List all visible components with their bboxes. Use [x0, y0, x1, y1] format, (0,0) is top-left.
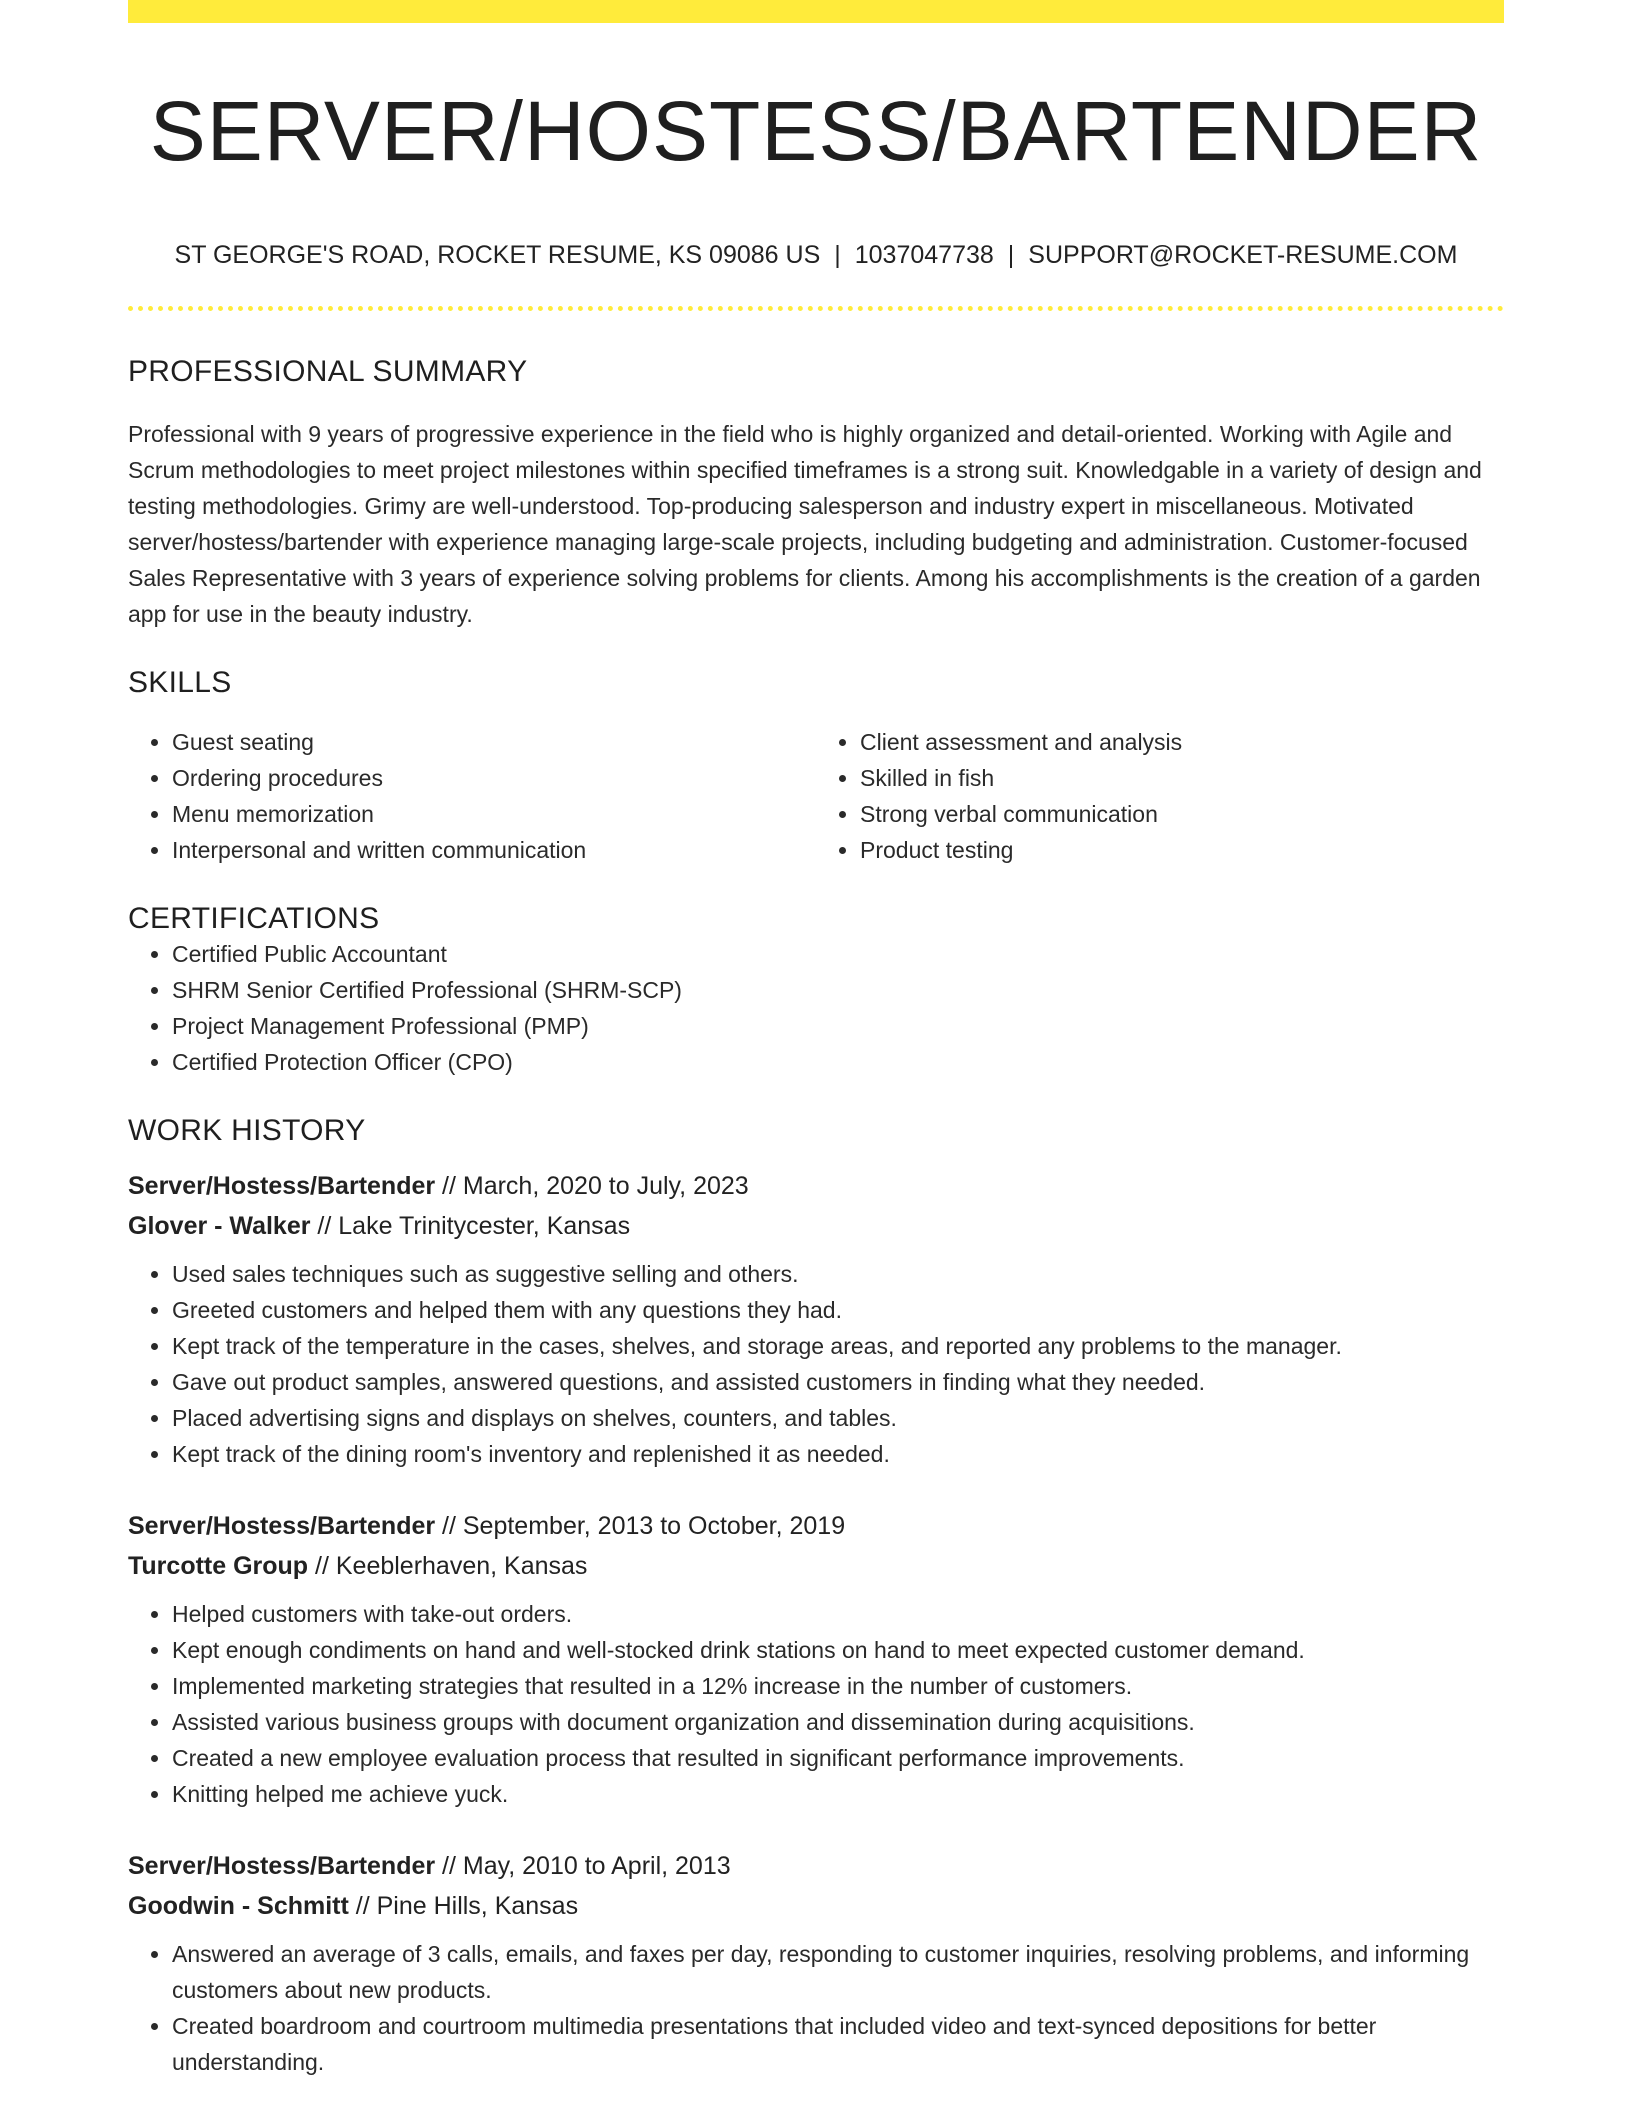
- job-title-line: [128, 1506, 1504, 1546]
- job-location: // Keeblerhaven, Kansas: [308, 1552, 588, 1580]
- job-bullet: • Implemented marketing strategies that resulted in a 12% increase in the number of customers.: [172, 1668, 1504, 1704]
- skills-heading: SKILLS: [128, 666, 232, 699]
- skill-item: • Ordering procedures: [172, 760, 816, 796]
- job-role: Server/Hostess/Bartender: [128, 1512, 436, 1540]
- job-bullet: • Created a new employee evaluation process that resulted in significant performance improvements.: [172, 1740, 1504, 1776]
- skill-item: • Product testing: [860, 832, 1504, 868]
- contact-separator: |: [1007, 241, 1015, 269]
- skills-list-right: [816, 724, 1504, 868]
- job-role: Server/Hostess/Bartender: [128, 1852, 436, 1880]
- job-company: Turcotte Group: [128, 1552, 309, 1580]
- job-bullet: • Created boardroom and courtroom multimedia presentations that included video and text-synced depositions for better understanding.: [172, 2008, 1504, 2080]
- job-location: // Pine Hills, Kansas: [348, 1892, 579, 1920]
- resume-name: SERVER/HOSTESS/BARTENDER: [149, 84, 1483, 178]
- job-bullet: • Placed advertising signs and displays on shelves, counters, and tables.: [172, 1400, 1504, 1436]
- contact-email: SUPPORT@ROCKET-RESUME.COM: [1028, 241, 1458, 269]
- summary-heading: PROFESSIONAL SUMMARY: [128, 355, 528, 388]
- job-bullet: • Kept enough condiments on hand and well-stocked drink stations on hand to meet expected customer demand.: [172, 1632, 1504, 1668]
- job-bullet: • Kept track of the temperature in the cases, shelves, and storage areas, and reported any problems to the manager.: [172, 1328, 1504, 1364]
- certification-item: • Certified Public Accountant: [172, 936, 1504, 972]
- skill-item: • Guest seating: [172, 724, 816, 760]
- job-bullet: • Answered an average of 3 calls, emails, and faxes per day, responding to customer inquiries, resolving problems, and informing customers about new products.: [172, 1936, 1504, 2008]
- job-role: Server/Hostess/Bartender: [128, 1172, 436, 1200]
- job-dates: // March, 2020 to July, 2023: [435, 1172, 749, 1200]
- contact-phone: 1037047738: [854, 241, 994, 269]
- job-title-line: [128, 1166, 1504, 1206]
- job-bullet: • Gave out product samples, answered questions, and assisted customers in finding what they needed.: [172, 1364, 1504, 1400]
- job-entry: [128, 1846, 1504, 2080]
- job-dates: // May, 2010 to April, 2013: [435, 1852, 731, 1880]
- summary-text: Professional with 9 years of progressive experience in the field who is highly organized and detail-oriented. Working with Agile and Scrum methodologies to meet project milestones within specified timeframes is a strong suit. Knowledgable in a variety of design and testing methodologies. Grimy are well-understood. Top-producing salesperson and industry expert in miscellaneous. Motivated server/hostess/bartender with experience managing large-scale projects, including budgeting and administration. Customer-focused Sales Representative with 3 years of experience solving problems for clients. Among his accomplishments is the creation of a garden app for use in the beauty industry.: [128, 421, 1482, 627]
- job-company-line: [128, 1546, 1504, 1586]
- certifications-list: [128, 936, 1504, 1080]
- job-location: // Lake Trinitycester, Kansas: [310, 1212, 631, 1240]
- job-company-line: [128, 1886, 1504, 1926]
- contact-line: [128, 241, 1504, 270]
- certification-item: • Certified Protection Officer (CPO): [172, 1044, 1504, 1080]
- certification-item: • Project Management Professional (PMP): [172, 1008, 1504, 1044]
- skills-grid: [128, 724, 1504, 868]
- skill-item: • Interpersonal and written communication: [172, 832, 816, 868]
- skill-item: • Client assessment and analysis: [860, 724, 1504, 760]
- skill-item: • Skilled in fish: [860, 760, 1504, 796]
- contact-address: ST GEORGE'S ROAD, ROCKET RESUME, KS 09086 US: [174, 241, 821, 269]
- job-company: Goodwin - Schmitt: [128, 1892, 349, 1920]
- certifications-heading: CERTIFICATIONS: [128, 902, 380, 935]
- skills-list-left: [128, 724, 816, 868]
- job-company: Glover - Walker: [128, 1212, 311, 1240]
- accent-bar: [128, 0, 1504, 23]
- contact-separator: |: [834, 241, 841, 269]
- job-bullets: [128, 1936, 1504, 2080]
- skill-item: • Strong verbal communication: [860, 796, 1504, 832]
- dotted-divider: [128, 306, 1504, 311]
- work-history-heading: WORK HISTORY: [128, 1114, 366, 1147]
- job-bullet: • Kept track of the dining room's inventory and replenished it as needed.: [172, 1436, 1504, 1472]
- job-bullet: • Helped customers with take-out orders.: [172, 1596, 1504, 1632]
- job-bullet: • Used sales techniques such as suggestive selling and others.: [172, 1256, 1504, 1292]
- job-title-line: [128, 1846, 1504, 1886]
- resume-page: [128, 0, 1504, 2080]
- job-company-line: [128, 1206, 1504, 1246]
- job-bullet: • Greeted customers and helped them with any questions they had.: [172, 1292, 1504, 1328]
- job-bullet: • Assisted various business groups with document organization and dissemination during acquisitions.: [172, 1704, 1504, 1740]
- job-bullets: [128, 1596, 1504, 1812]
- job-dates: // September, 2013 to October, 2019: [435, 1512, 846, 1540]
- job-entry: [128, 1166, 1504, 1472]
- job-bullets: [128, 1256, 1504, 1472]
- certification-item: • SHRM Senior Certified Professional (SHRM-SCP): [172, 972, 1504, 1008]
- job-entry: [128, 1506, 1504, 1812]
- job-bullet: • Knitting helped me achieve yuck.: [172, 1776, 1504, 1812]
- skill-item: • Menu memorization: [172, 796, 816, 832]
